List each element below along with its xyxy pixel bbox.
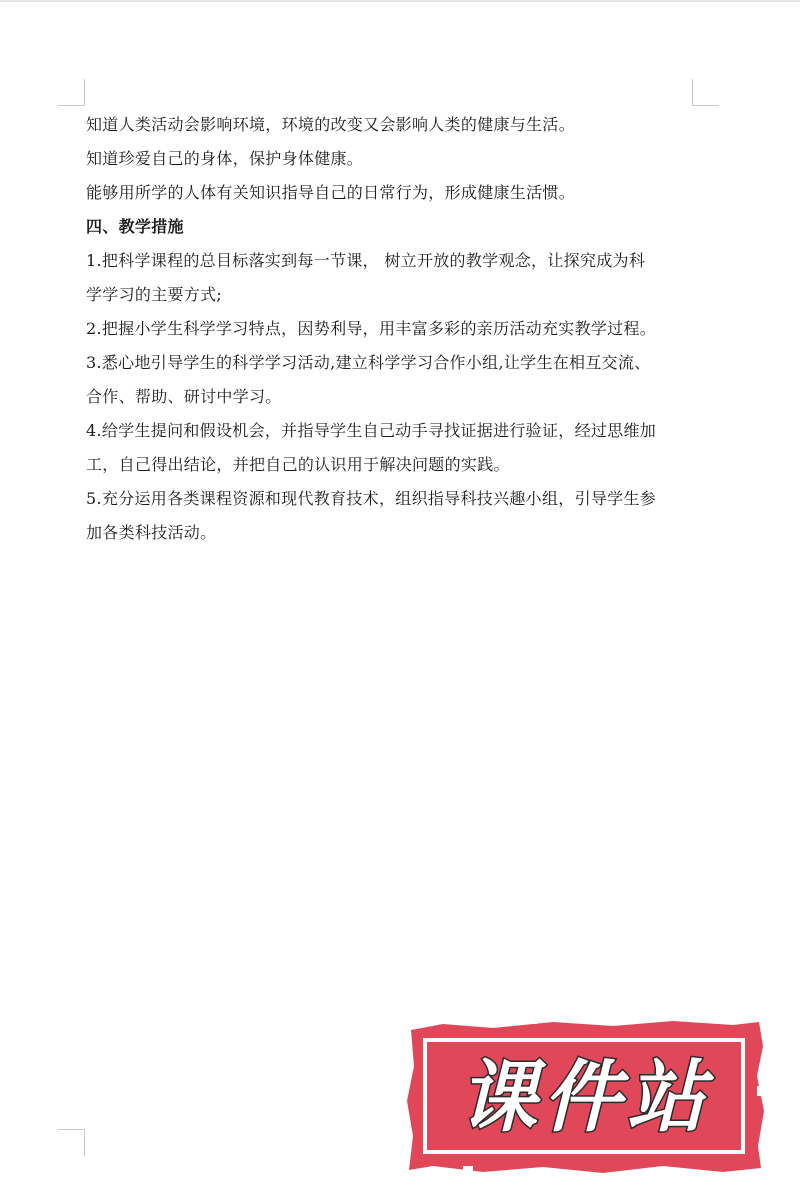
measure-line: 4.给学生提问和假设机会，并指导学生自己动手寻找证据进行验证，经过思维加	[86, 421, 657, 440]
page-top-edge	[0, 0, 800, 2]
crop-mark-top-left	[58, 79, 85, 106]
logo-stamp	[403, 1016, 768, 1176]
measure-line: 合作、帮助、研讨中学习。	[86, 387, 282, 406]
section-heading: 四、教学措施	[86, 217, 184, 236]
measure-line: 加各类科技活动。	[86, 523, 217, 542]
measure-line: 2.把握小学生科学学习特点，因势利导，用丰富多彩的亲历活动充实教学过程。	[86, 319, 657, 338]
paragraph-line: 知道人类活动会影响环境，环境的改变又会影响人类的健康与生活。	[86, 115, 576, 134]
measure-line: 工，自己得出结论，并把自己的认识用于解决问题的实践。	[86, 455, 510, 474]
paragraph-line: 能够用所学的人体有关知识指导自己的日常行为，形成健康生活惯。	[86, 183, 576, 202]
crop-mark-bottom-left	[58, 1129, 85, 1156]
document-body	[86, 108, 706, 550]
stamp-graphic	[403, 1016, 768, 1176]
paragraph-line: 知道珍爱自己的身体，保护身体健康。	[86, 149, 364, 168]
measure-line: 5.充分运用各类课程资源和现代教育技术，组织指导科技兴趣小组，引导学生参	[86, 489, 657, 508]
measure-line: 3.悉心地引导学生的科学学习活动,建立科学学习合作小组,让学生在相互交流、	[86, 353, 651, 372]
measure-line: 学学习的主要方式;	[86, 285, 223, 304]
measure-line: 1.把科学课程的总目标落实到每一节课， 树立开放的教学观念，让探究成为科	[86, 251, 646, 270]
crop-mark-top-right	[692, 79, 719, 106]
stamp-text: 课件站	[458, 1053, 712, 1143]
